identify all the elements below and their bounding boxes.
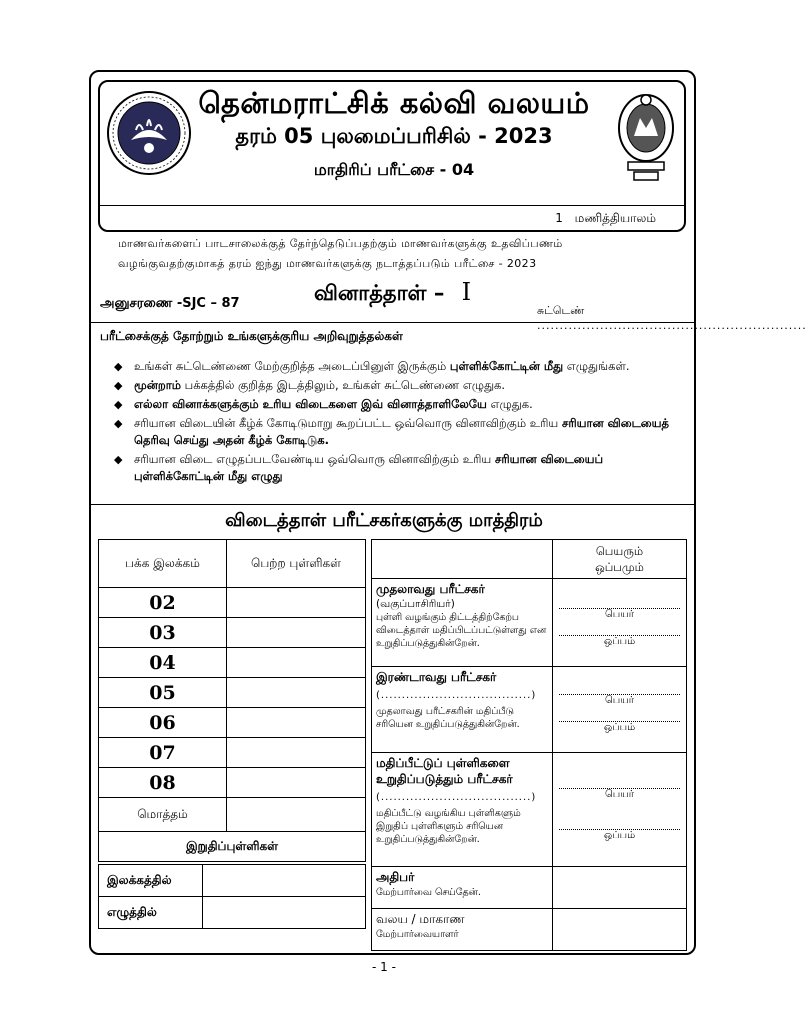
total-label: மொத்தம் xyxy=(99,798,227,832)
signature-cell[interactable] xyxy=(553,667,687,753)
signature-cell[interactable] xyxy=(553,867,687,909)
page-number-cell: 03 xyxy=(99,618,227,648)
name-sign-header-line: பெயரும் xyxy=(595,544,644,558)
sign-label: ஒப்பம் xyxy=(603,636,636,647)
page-number-cell: 04 xyxy=(99,648,227,678)
signature-cell[interactable] xyxy=(553,909,687,951)
index-label: அனுசரணை -SJC – 87 xyxy=(100,296,240,311)
paper-roman: I xyxy=(461,278,472,306)
examiner-role-cell xyxy=(372,753,553,867)
diamond-bullet-icon: ◆ xyxy=(114,453,123,466)
examiner-row xyxy=(372,909,687,951)
index-number-label: சுட்டெண் xyxy=(537,304,585,317)
table-row xyxy=(99,618,366,648)
instruction-text: சரியான விடையின் கீழ்க் கோடிடுமாறு கூறப்பட்ட ஒவ்வொரு வினாவிற்கும் உரிய xyxy=(134,416,562,430)
divider xyxy=(91,504,694,505)
instruction-text: எழுதுக. xyxy=(486,397,533,411)
marks-cell[interactable] xyxy=(227,678,366,708)
header-box xyxy=(98,80,686,232)
table-row xyxy=(99,738,366,768)
marks-cell[interactable] xyxy=(227,768,366,798)
page-number-cell: 06 xyxy=(99,708,227,738)
sign-label: ஒப்பம் xyxy=(603,722,636,733)
col-page-header: பக்க இலக்கம் xyxy=(99,540,227,588)
examiner-role-cell xyxy=(372,909,553,951)
name-sign-header-line: ஒப்பமும் xyxy=(595,560,644,574)
in-figures-cell[interactable] xyxy=(203,865,366,897)
examiner-row xyxy=(372,867,687,909)
instructions-title: பரீட்சைக்குத் தோற்றும் உங்களுக்குரிய அறிவுறுத்தல்கள் xyxy=(100,329,403,343)
instruction-text: பக்கத்தில் குறித்த இடத்திலும், உங்கள் சுட்டெண்ணை எழுதுக. xyxy=(180,378,506,392)
instruction-emphasis: மூன்றாம் xyxy=(134,378,181,392)
divider xyxy=(91,322,694,323)
examiner-row xyxy=(372,667,687,753)
diamond-bullet-icon: ◆ xyxy=(114,417,123,430)
name-label: பெயர் xyxy=(604,609,635,620)
examiner-statement: மேற்பார்வையாளர் xyxy=(376,929,459,940)
instruction-emphasis: சரியான விடையைப் புள்ளிக்கோட்டின் மீது எழுது xyxy=(134,452,604,483)
examiner-role-cell xyxy=(372,579,553,667)
examiner-row xyxy=(372,753,687,867)
instruction-emphasis: புள்ளிக்கோட்டின் மீது xyxy=(449,359,564,373)
table-row xyxy=(99,648,366,678)
table-row xyxy=(99,708,366,738)
header-title: தென்மராட்சிக் கல்வி வலயம் xyxy=(198,86,590,120)
index-number-field[interactable] xyxy=(537,304,807,332)
table-row xyxy=(99,768,366,798)
intro-line-2: வழங்குவதற்குமாகத் தரம் ஐந்து மாணவர்களுக்கு நடாத்தப்படும் பரீட்சை - 2023 xyxy=(118,257,537,270)
instruction-item xyxy=(112,358,672,375)
diamond-bullet-icon: ◆ xyxy=(114,398,123,411)
instruction-emphasis: சரியான விடையைத் தெரிவு செய்து அதன் கீழ்க் கோடிடுக. xyxy=(134,416,669,447)
instruction-text: உங்கள் சுட்டெண்ணை மேற்குறித்த அடைப்பினுள் இருக்கும் xyxy=(134,359,450,373)
name-label: பெயர் xyxy=(604,695,635,706)
examiner-name-dots[interactable]: (....................................) xyxy=(376,690,537,701)
examiner-role: வலய / மாகாண xyxy=(376,912,465,926)
sign-label: ஒப்பம் xyxy=(603,830,636,841)
page-number-cell: 05 xyxy=(99,678,227,708)
intro-text xyxy=(118,234,678,274)
instructions-list xyxy=(112,358,672,487)
instruction-item xyxy=(112,415,672,449)
examiner-subrole: (வகுப்பாசிரியர்) xyxy=(376,598,455,610)
page-number-cell: 07 xyxy=(99,738,227,768)
instruction-emphasis: எல்லா வினாக்களுக்கும் உரிய விடைகளை இவ் வினாத்தாளிலேயே xyxy=(134,397,487,411)
examiners-title: விடைத்தாள் பரீட்சகர்களுக்கு மாத்திரம் xyxy=(225,510,543,531)
examiner-role: முதலாவது பரீட்சகர் xyxy=(376,582,485,596)
signature-cell[interactable] xyxy=(553,579,687,667)
examiner-statement: மதிப்பீட்டு வழங்கிய புள்ளிகளும் இறுதிப் புள்ளிகளும் சரியென உறுதிப்படுத்துகின்றேன். xyxy=(376,808,521,845)
in-figures-label: இலக்கத்தில் xyxy=(99,865,203,897)
in-words-cell[interactable] xyxy=(203,897,366,929)
examiner-row xyxy=(372,579,687,667)
examiner-role-cell xyxy=(372,667,553,753)
table-row xyxy=(99,678,366,708)
examiner-statement: மேற்பார்வை செய்தேன். xyxy=(376,887,481,898)
examiner-role-cell xyxy=(372,867,553,909)
examiner-role: மதிப்பீட்டுப் புள்ளிகளை உறுதிப்படுத்தும் பரீட்சகர் xyxy=(376,756,513,786)
marks-cell[interactable] xyxy=(227,618,366,648)
examiner-role: இரண்டாவது பரீட்சகர் xyxy=(376,670,497,684)
id-row xyxy=(92,278,807,332)
instruction-item xyxy=(112,377,672,394)
intro-line-1: மாணவர்களைப் பாடசாலைக்குத் தேர்ந்தெடுப்பதற்கும் மாணவர்களுக்கு உதவிப்பணம் xyxy=(118,237,563,250)
duration-number: 1 xyxy=(555,211,563,225)
page-number-cell: 08 xyxy=(99,768,227,798)
name-label: பெயர் xyxy=(604,789,635,800)
paper-label xyxy=(314,278,471,308)
col-marks-header: பெற்ற புள்ளிகள் xyxy=(227,540,366,588)
duration-unit: மணித்தியாலம் xyxy=(574,211,656,225)
page-number: - 1 - xyxy=(372,960,396,974)
examiner-table xyxy=(371,539,687,951)
diamond-bullet-icon: ◆ xyxy=(114,379,123,392)
instruction-item xyxy=(112,396,672,413)
in-words-label: எழுத்தில் xyxy=(99,897,203,929)
marks-cell[interactable] xyxy=(227,708,366,738)
page-number-cell: 02 xyxy=(99,588,227,618)
marks-cell[interactable] xyxy=(227,588,366,618)
name-sign-header xyxy=(553,540,687,579)
examiner-name-dots[interactable]: (....................................) xyxy=(376,792,537,803)
final-marks-label: இறுதிப்புள்ளிகள் xyxy=(99,832,366,862)
paper-duration xyxy=(100,205,684,230)
model-exam-label: மாதிரிப் பரீட்சை - 04 xyxy=(313,160,475,179)
instruction-item xyxy=(112,451,672,485)
marks-table xyxy=(98,539,366,862)
table-row xyxy=(99,588,366,618)
index-number-dots: ............................................................ xyxy=(537,319,807,332)
marks-cell[interactable] xyxy=(227,648,366,678)
signature-cell[interactable] xyxy=(553,753,687,867)
marks-cell[interactable] xyxy=(227,738,366,768)
total-cell[interactable] xyxy=(227,798,366,832)
diamond-bullet-icon: ◆ xyxy=(114,360,123,373)
sri-lanka-crest-icon xyxy=(614,92,678,184)
examiner-statement: புள்ளி வழங்கும் திட்டத்திற்கேற்ப விடைத்தாள் மதிப்பிடப்பட்டுள்ளது என உறுதிப்படுத்துகின்றேன். xyxy=(376,612,547,649)
instruction-text: சரியான விடை எழுதப்படவேண்டிய ஒவ்வொரு வினாவிற்கும் உரிய xyxy=(134,452,495,466)
examiner-role: அதிபர் xyxy=(376,870,415,884)
final-marks-table xyxy=(98,864,366,929)
instruction-text: எழுதுங்கள். xyxy=(563,359,630,373)
examiner-statement: முதலாவது பரீட்சகரின் மதிப்பீடு சரியென உறுதிப்படுத்துகின்றேன். xyxy=(376,706,520,730)
paper-label-text: வினாத்தாள் – xyxy=(314,281,445,305)
examiner-header-blank xyxy=(372,540,553,579)
header-subtitle: தரம் 05 புலமைப்பரிசில் - 2023 xyxy=(235,124,553,148)
